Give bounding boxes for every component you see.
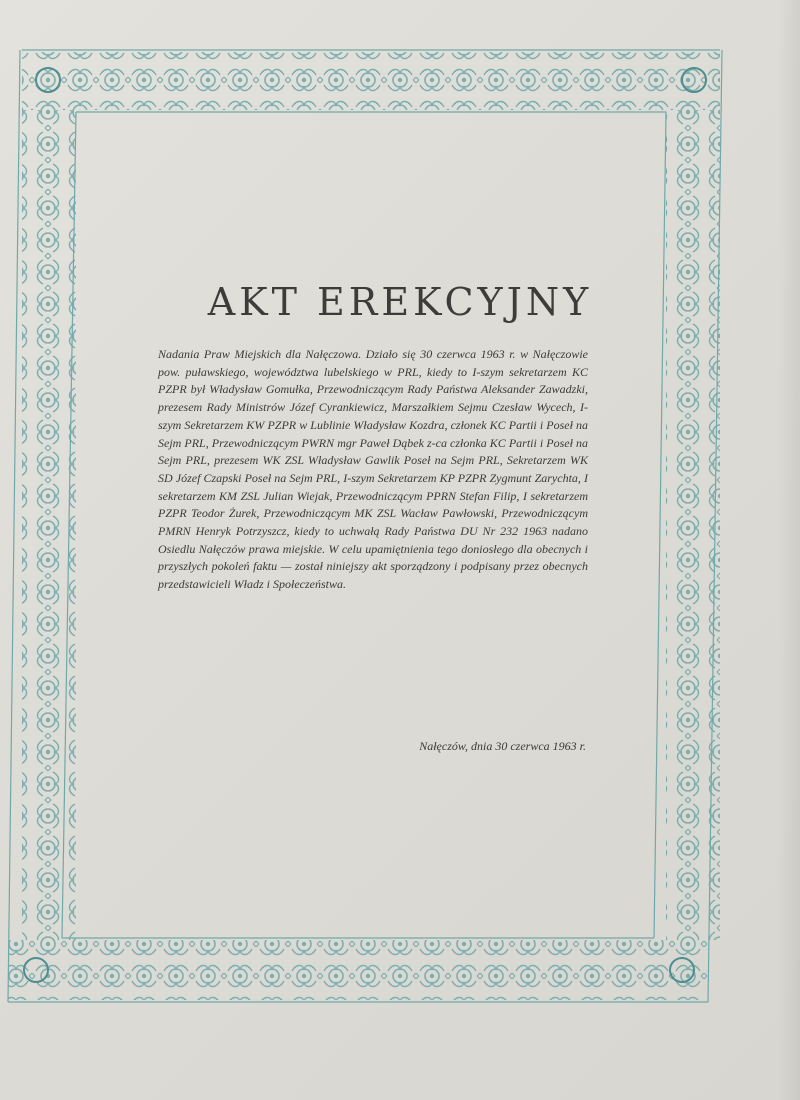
- document-title: AKT EREKCYJNY: [207, 280, 593, 324]
- date-line: Nałęczów, dnia 30 czerwca 1963 r.: [419, 739, 586, 753]
- document-body: Nadania Praw Miejskich dla Nałęczowa. Działo się 30 czerwca 1963 r. w Nałęczowie pow. puławskiego, województwa lubelskiego w PRL, kiedy to I-szym sekretarzem KC PZPR był Władysław Gomułka, Przewodniczącym Rady Państwa Aleksander Zawadzki, prezesem Rady Ministrów Józef Cyrankiewicz, Marszałkiem Sejmu Czesław Wycech, I-szym Sekretarzem KW PZPR w Lublinie Władysław Kozdra, członek KC Partii i Poseł na Sejm PRL, Przewodniczącym PWRN mgr Paweł Dąbek z-ca członka KC Partii i Poseł na Sejm PRL, prezesem WK ZSL Władysław Gawlik Poseł na Sejm PRL, Sekretarzem WK SD Józef Czapski Poseł na Sejm PRL, I-szym Sekretarzem KP PZPR Zygmunt Zarychta, I sekretarzem KM ZSL Julian Wiejak, Przewodniczącym PPRN Stefan Filip, I sekretarzem PZPR Teodor Żurek, Przewodniczącym MK ZSL Wacław Pawłowski, Przewodniczącym PMRN Henryk Potrzyszcz, kiedy to uchwałą Rady Państwa DU Nr 232 1963 nadano Osiedlu Nałęczów prawa miejskie. W celu upamiętnienia tego doniosłego dla obecnych i przyszłych pokoleń faktu — został niniejszy akt sporządzony i podpisany przez obecnych przedstawicieli Władz i Społeczeństwa.: [158, 347, 588, 592]
- sheet-edge-shadow: [778, 0, 800, 1100]
